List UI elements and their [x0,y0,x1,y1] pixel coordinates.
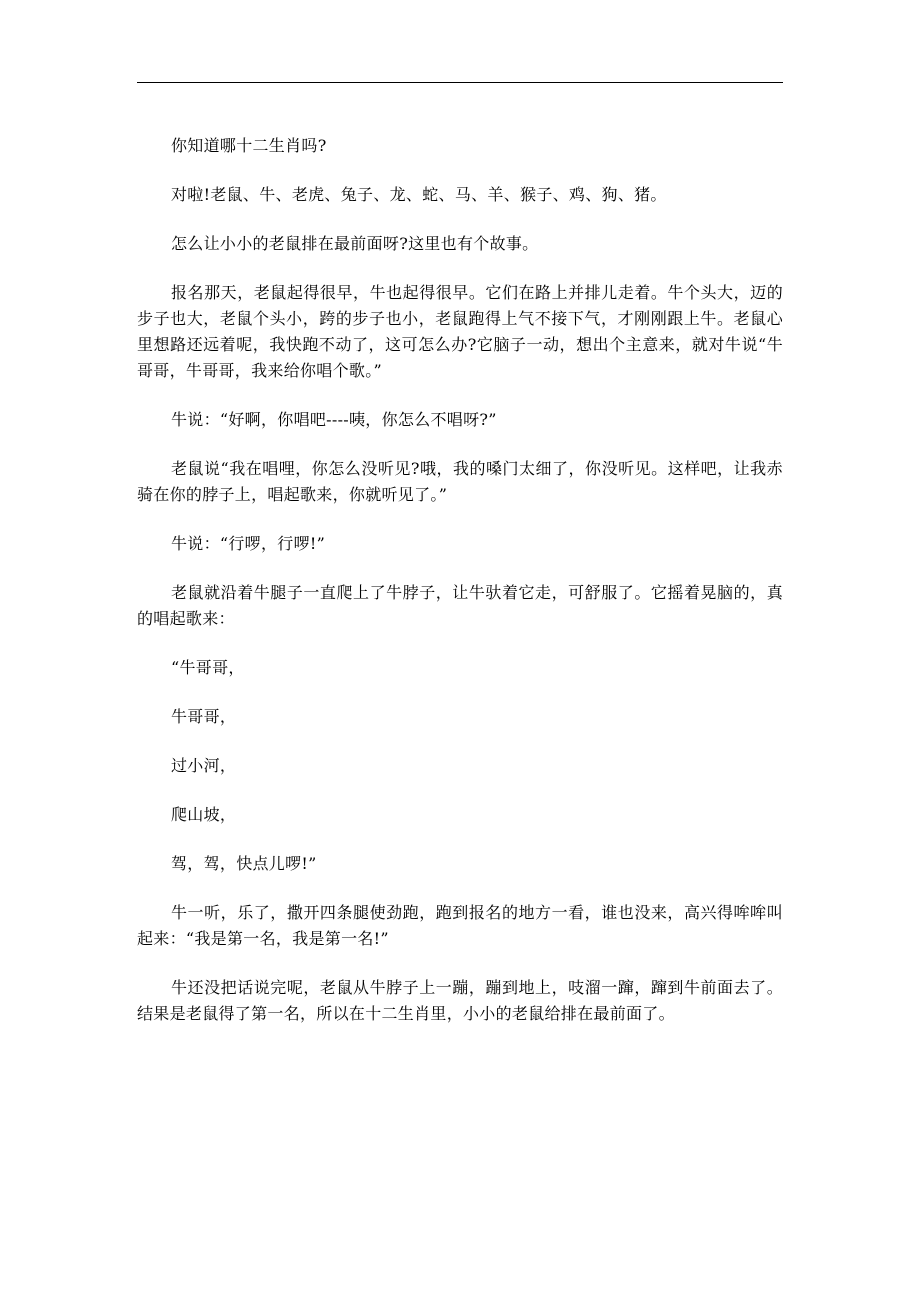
header-rule [137,82,783,83]
paragraph-6: 老鼠说“我在唱哩，你怎么没听见?哦，我的嗓门太细了，你没听见。这样吧，让我赤骑在你的脖子上，唱起歌来，你就听见了。” [137,459,783,504]
paragraph-14: 牛一听，乐了，撒开四条腿使劲跑，跑到报名的地方一看，谁也没来，高兴得哞哞叫起来：“我是第一名，我是第一名!” [137,903,783,948]
paragraph-2: 对啦!老鼠、牛、老虎、兔子、龙、蛇、马、羊、猴子、鸡、狗、猪。 [171,185,667,204]
paragraph-1: 你知道哪十二生肖吗? [171,136,327,155]
paragraph-5: 牛说：“好啊，你唱吧----咦，你怎么不唱呀?” [171,410,497,429]
song-line-3: 过小河， [171,756,237,775]
paragraph-3: 怎么让小小的老鼠排在最前面呀?这里也有个故事。 [171,234,539,253]
song-line-5: 驾，驾，快点儿啰!” [171,854,317,873]
song-line-2: 牛哥哥， [171,707,237,726]
song-line-4: 爬山坡， [171,805,237,824]
paragraph-15: 牛还没把话说完呢，老鼠从牛脖子上一蹦，蹦到地上，吱溜一蹿，蹿到牛前面去了。结果是老鼠得了第一名，所以在十二生肖里，小小的老鼠给排在最前面了。 [137,978,783,1023]
paragraph-8: 老鼠就沿着牛腿子一直爬上了牛脖子，让牛驮着它走，可舒服了。它摇着晃脑的，真的唱起歌来： [137,583,783,628]
paragraph-4: 报名那天，老鼠起得很早，牛也起得很早。它们在路上并排儿走着。牛个头大，迈的步子也大，老鼠个头小，跨的步子也小，老鼠跑得上气不接下气，才刚刚跟上牛。老鼠心里想路还远着呢，我快跑不动了，这可怎么办?它脑子一动，想出个主意来，就对牛说“牛哥哥，牛哥哥，我来给你唱个歌。” [137,283,783,380]
document-body [137,133,783,1027]
song-line-1: “牛哥哥， [171,658,245,677]
paragraph-7: 牛说：“行啰，行啰!” [171,534,326,553]
